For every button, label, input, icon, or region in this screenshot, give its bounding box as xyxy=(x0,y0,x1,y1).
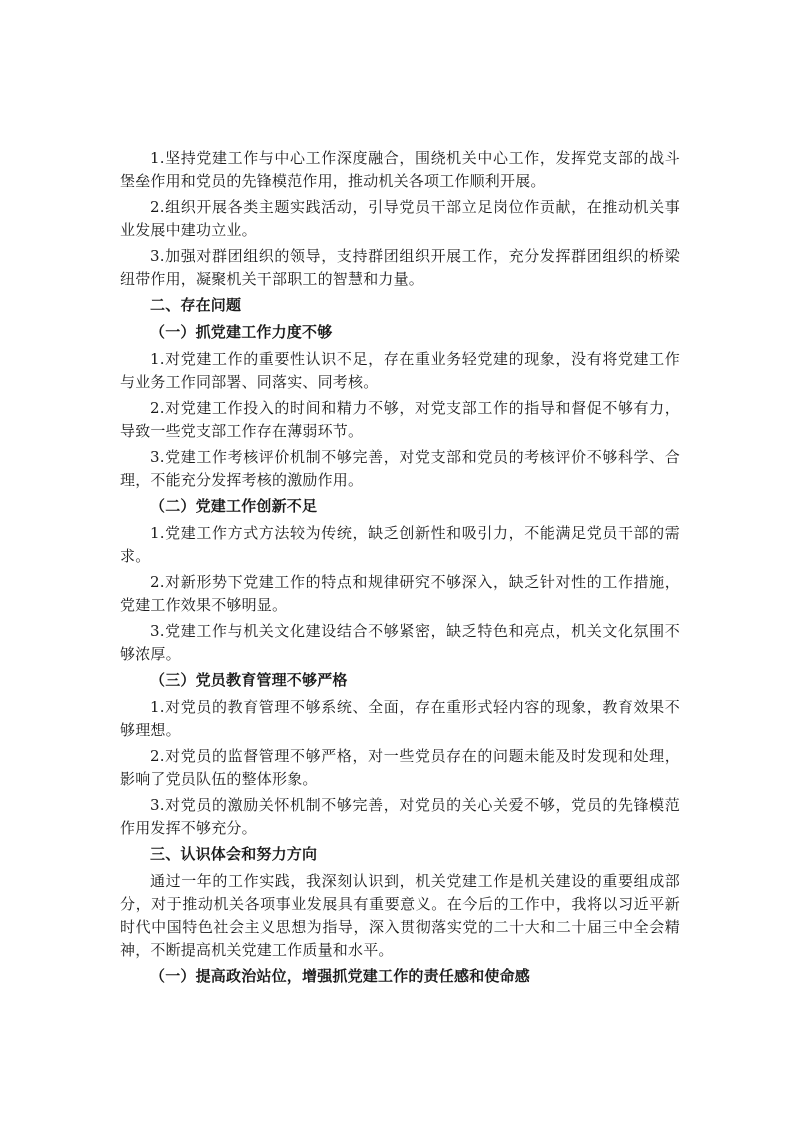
paragraph: 通过一年的工作实践，我深刻认识到，机关党建工作是机关建设的重要组成部分，对于推动机关各项事业发展具有重要意义。在今后的工作中，我将以习近平新时代中国特色社会主义思想为指导，深入贯彻落实党的二十大和二十届三中全会精神，不断提高机关党建工作质量和水平。 xyxy=(120,872,680,959)
paragraph: 1.对党建工作的重要性认识不足，存在重业务轻党建的现象，没有将党建工作与业务工作同部署、同落实、同考核。 xyxy=(120,350,680,391)
subsection-heading: （一）抓党建工作力度不够 xyxy=(150,323,333,341)
paragraph: 1.坚持党建工作与中心工作深度融合，围绕机关中心工作，发挥党支部的战斗堡垒作用和党员的先锋模范作用，推动机关各项工作顺利开展。 xyxy=(120,149,680,190)
paragraph: 3.党建工作与机关文化建设结合不够紧密，缺乏特色和亮点，机关文化氛围不够浓厚。 xyxy=(120,622,680,663)
subsection-heading: （一）提高政治站位，增强抓党建工作的责任感和使命感 xyxy=(150,967,531,985)
paragraph: 3.对党员的激励关怀机制不够完善，对党员的关心关爱不够，党员的先锋模范作用发挥不够充分。 xyxy=(120,796,680,837)
section-heading: 三、认识体会和努力方向 xyxy=(150,845,318,863)
subsection-heading: （三）党员教育管理不够严格 xyxy=(150,671,348,689)
paragraph: 2.对党建工作投入的时间和精力不够，对党支部工作的指导和督促不够有力，导致一些党支部工作存在薄弱环节。 xyxy=(120,399,680,440)
paragraph: 2.对新形势下党建工作的特点和规律研究不够深入，缺乏针对性的工作措施，党建工作效果不够明显。 xyxy=(120,573,680,614)
paragraph: 3.加强对群团组织的领导，支持群团组织开展工作，充分发挥群团组织的桥梁纽带作用，凝聚机关干部职工的智慧和力量。 xyxy=(120,247,680,288)
section-heading: 二、存在问题 xyxy=(150,296,242,314)
subsection-heading: （二）党建工作创新不足 xyxy=(150,497,318,515)
paragraph: 3.党建工作考核评价机制不够完善，对党支部和党员的考核评价不够科学、合理，不能充分发挥考核的激励作用。 xyxy=(120,448,680,489)
paragraph: 1.党建工作方式方法较为传统，缺乏创新性和吸引力，不能满足党员干部的需求。 xyxy=(120,524,680,565)
paragraph: 2.组织开展各类主题实践活动，引导党员干部立足岗位作贡献，在推动机关事业发展中建功立业。 xyxy=(120,198,680,239)
paragraph: 2.对党员的监督管理不够严格，对一些党员存在的问题未能及时发现和处理，影响了党员队伍的整体形象。 xyxy=(120,747,680,788)
paragraph: 1.对党员的教育管理不够系统、全面，存在重形式轻内容的现象，教育效果不够理想。 xyxy=(120,698,680,739)
